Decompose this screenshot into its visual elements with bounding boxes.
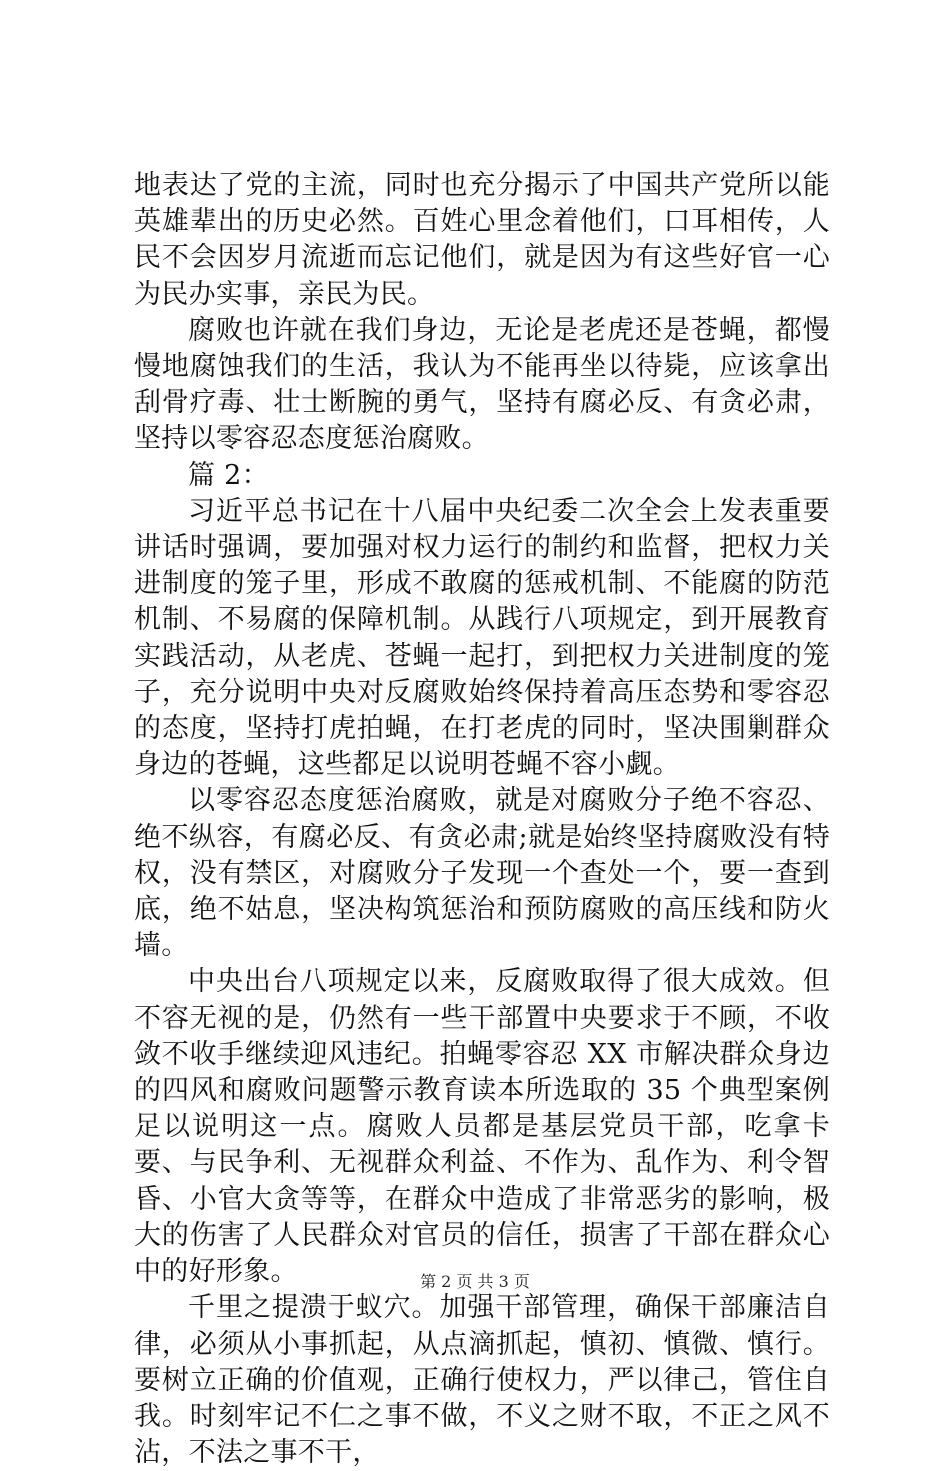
paragraph: 以零容忍态度惩治腐败，就是对腐败分子绝不容忍、绝不纵容，有腐必反、有贪必肃;就是始终坚持腐败没有特权，没有禁区，对腐败分子发现一个查处一个，要一查到底，绝不姑息，坚决构筑惩治和预防腐败的高压线和防火墙。 xyxy=(134,785,830,962)
paragraph: 千里之提溃于蚁穴。加强干部管理，确保干部廉洁自律，必须从小事抓起，从点滴抓起，慎初、慎微、慎行。要树立正确的价值观，正确行使权力，严以律己，管住自我。时刻牢记不仁之事不做，不义之财不取，不正之风不沾，不法之事不干， xyxy=(134,1292,830,1469)
page-footer: 第 2 页 共 3 页 xyxy=(420,1272,530,1291)
paragraph: 腐败也许就在我们身边，无论是老虎还是苍蝇，都慢慢地腐蚀我们的生活，我认为不能再坐以待毙，应该拿出刮骨疗毒、壮士断腕的勇气，坚持有腐必反、有贪必肃，坚持以零容忍态度惩治腐败。 xyxy=(134,314,830,455)
section-heading: 篇 2： xyxy=(188,459,269,491)
paragraph: 习近平总书记在十八届中央纪委二次全会上发表重要讲话时强调，要加强对权力运行的制约和监督，把权力关进制度的笼子里，形成不敢腐的惩戒机制、不能腐的防范机制、不易腐的保障机制。从践行八项规定，到开展教育实践活动，从老虎、苍蝇一起打，到把权力关进制度的笼子，充分说明中央对反腐败始终保持着高压态势和零容忍的态度，坚持打虎拍蝇，在打老虎的同时，坚决围剿群众身边的苍蝇，这些都足以说明苍蝇不容小觑。 xyxy=(134,495,830,781)
paragraph-continued: 地表达了党的主流，同时也充分揭示了中国共产党所以能英雄辈出的历史必然。百姓心里念着他们，口耳相传，人民不会因岁月流逝而忘记他们，就是因为有这些好官一心为民办实事，亲民为民。 xyxy=(134,170,830,310)
paragraph: 中央出台八项规定以来，反腐败取得了很大成效。但不容无视的是，仍然有一些干部置中央要求于不顾，不收敛不收手继续迎风违纪。拍蝇零容忍 XX 市解决群众身边的四风和腐败问题警示教育读本所选取的 35 个典型案例足以说明这一点。腐败人员都是基层党员干部，吃拿卡要、与民争利、无视群众利益、不作为、乱作为、利令智昏、小官大贪等等，在群众中造成了非常恶劣的影响，极大的伤害了人民群众对官员的信任，损害了干部在群众心中的好形象。 xyxy=(134,966,830,1288)
